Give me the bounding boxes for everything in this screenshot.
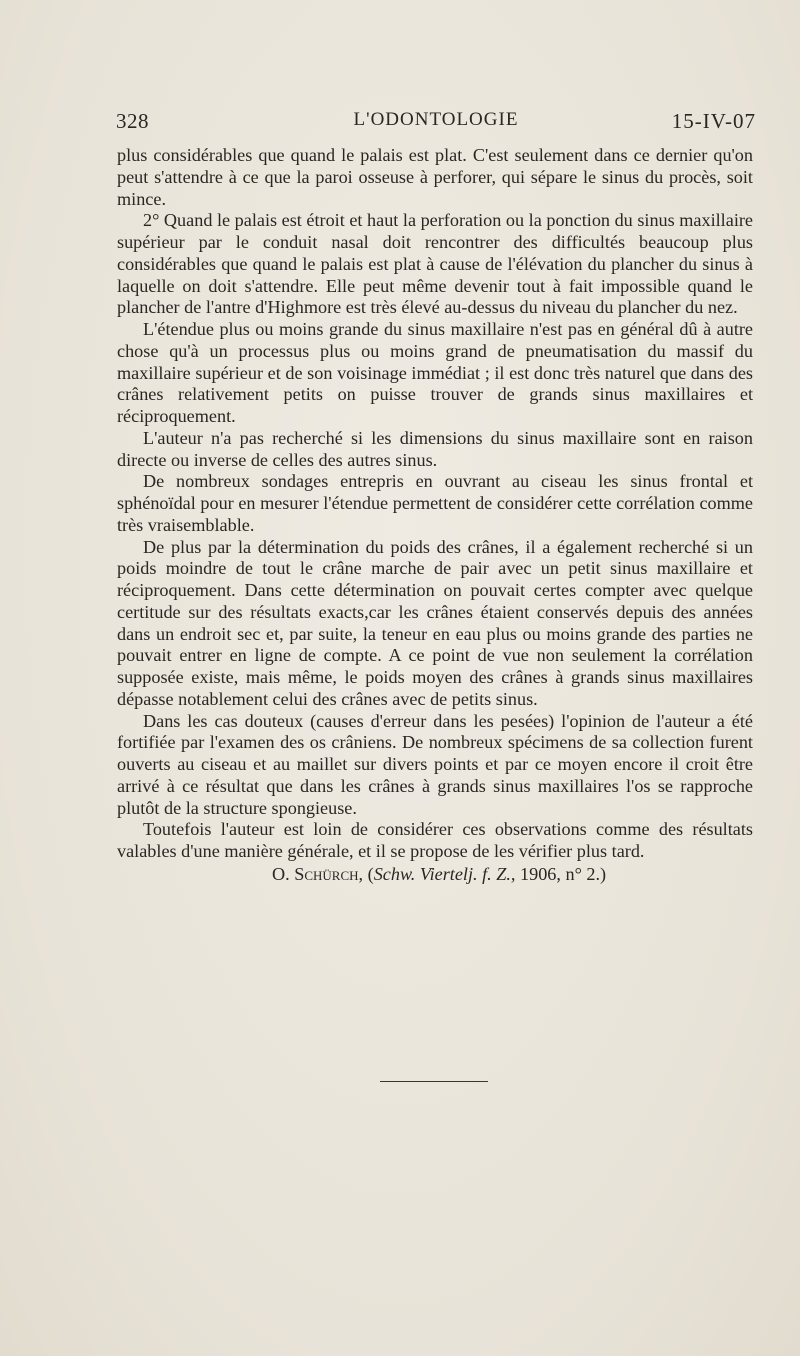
section-divider [380, 1081, 488, 1082]
issue-date: 15-IV-07 [671, 109, 756, 133]
paragraph: plus considérables que quand le palais est plat. C'est seulement dans ce dernier qu'on peut s'attendre à ce que la paroi osseuse à perforer, qui sépare le sinus du procès, soit mince. [117, 145, 753, 209]
paragraph: De plus par la détermination du poids des crânes, il a également recherché si un poids moindre de tout le crâne marche de pair avec un petit sinus maxillaire et réciproquement. Dans cette détermination on pouvait certes compter avec quelque certitude sur des résultats exacts,car les crânes étaient conservés depuis des années dans un endroit sec et, par suite, la teneur en eau plus ou moins grande des parties ne pouvait entrer en ligne de compte. A ce point de vue non seulement la corrélation supposée existe, mais même, le poids moyen des crânes à grands sinus maxillaires dépasse notablement celui des crânes avec de petits sinus. [117, 536, 753, 709]
citation-author: O. Schürch, [272, 863, 364, 884]
citation-details: 1906, n° 2.) [515, 863, 607, 884]
citation-source: Schw. Viertelj. f. Z., [373, 863, 516, 884]
page-number: 328 [116, 109, 149, 133]
paragraph: 2° Quand le palais est étroit et haut la perforation ou la ponction du sinus maxillaire supérieur par le conduit nasal doit rencontrer des difficultés beaucoup plus considérables que quand le palais est plat à cause de l'élévation du plancher du sinus à laquelle on doit s'attendre. Elle peut même devenir tout à fait impossible quand le plancher de l'antre d'Highmore est très élevé au-dessus du niveau du plancher du nez. [117, 210, 753, 318]
citation-paren: ( [367, 863, 374, 884]
page-header [116, 109, 756, 139]
paragraph: L'étendue plus ou moins grande du sinus maxillaire n'est pas en général dû à autre chose qu'à un processus plus ou moins grand de pneumatisation du massif du maxillaire supérieur et de son voisinage immédiat ; il est donc très naturel que dans des crânes relativement petits on puisse trouver de grands sinus maxillaires et réciproquement. [117, 319, 753, 426]
citation [117, 864, 753, 886]
running-title: L'ODONTOLOGIE [353, 109, 519, 130]
paragraph: Dans les cas douteux (causes d'erreur dans les pesées) l'opinion de l'auteur a été fortifiée par l'examen des os crâniens. De nombreux spécimens de sa collection furent ouverts au ciseau et au maillet sur divers points et par ce moyen encore il croit être arrivé à ce résultat que dans les crânes à grands sinus maxillaires l'os se rapproche plutôt de la structure spongieuse. [117, 710, 753, 818]
paragraph: De nombreux sondages entrepris en ouvrant au ciseau les sinus frontal et sphénoïdal pour en mesurer l'étendue permettent de considérer cette corrélation comme très vraisemblable. [117, 471, 753, 535]
paragraph: L'auteur n'a pas recherché si les dimensions du sinus maxillaire sont en raison directe ou inverse de celles des autres sinus. [117, 427, 753, 470]
article-body [117, 145, 753, 886]
paragraph: Toutefois l'auteur est loin de considérer ces observations comme des résultats valables d'une manière générale, et il se propose de les vérifier plus tard. [117, 819, 753, 861]
